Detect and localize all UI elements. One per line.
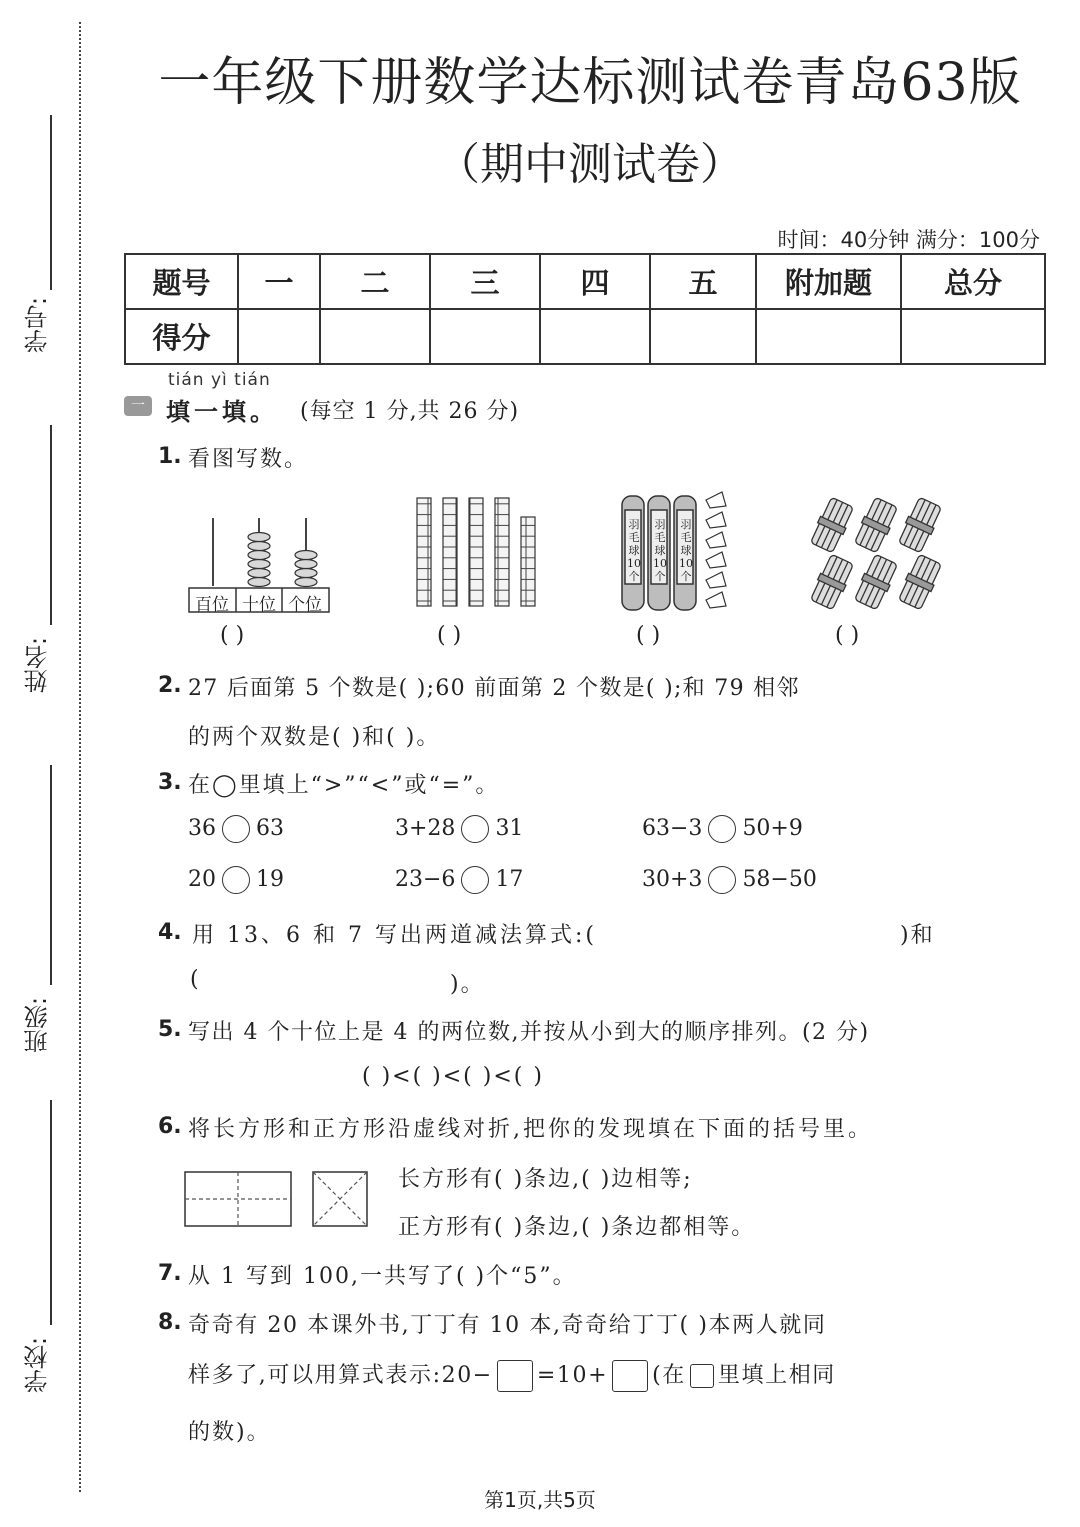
section-pinyin: tián yì tián — [168, 370, 271, 390]
abacus-label-ones: 个位 — [288, 595, 322, 615]
q8-number: 8. — [158, 1310, 182, 1335]
q4-line2-start: ( — [190, 967, 201, 992]
compare-circle[interactable] — [222, 815, 250, 843]
answer-box[interactable] — [612, 1360, 648, 1392]
student-id-label: 学号: — [24, 296, 52, 354]
score-cell[interactable] — [650, 309, 756, 364]
cube-columns-figure — [414, 493, 540, 613]
tube-label: 羽毛球10个 — [679, 518, 693, 583]
stick-bundles-figure — [808, 495, 944, 615]
score-table — [124, 253, 1046, 365]
compare-circle[interactable] — [222, 866, 250, 894]
q1-answer-blank-abacus[interactable]: ( ) — [220, 623, 245, 648]
q3-number: 3. — [158, 770, 182, 795]
q1-answer-blank-cubes[interactable]: ( ) — [437, 623, 462, 648]
compare-item: 63−3 50+9 — [642, 816, 803, 841]
q2-line2: 的两个双数是( )和( )。 — [188, 725, 441, 750]
q4-line2-end: )。 — [450, 972, 485, 997]
q2-number: 2. — [158, 673, 182, 698]
score-table-score-row — [125, 309, 1045, 364]
compare-item: 20 19 — [188, 867, 284, 892]
score-cell[interactable] — [540, 309, 650, 364]
score-header-cell: 三 — [430, 254, 540, 309]
q3-text: 在◯里填上“>”“<”或“=”。 — [188, 773, 500, 798]
fold-shapes-figure — [183, 1168, 373, 1232]
score-header-cell: 五 — [650, 254, 756, 309]
section-note: (每空 1 分,共 26 分) — [300, 399, 520, 424]
student-id-line — [50, 115, 52, 290]
compare-item: 30+3 58−50 — [642, 867, 817, 892]
score-cell[interactable] — [430, 309, 540, 364]
score-row-label: 得分 — [125, 309, 238, 364]
class-line — [50, 765, 52, 985]
school-label: 学校: — [24, 1336, 52, 1394]
compare-circle[interactable] — [708, 815, 736, 843]
q7-number: 7. — [158, 1261, 182, 1286]
q4-number: 4. — [158, 920, 182, 945]
q6-rectangle-line: 长方形有( )条边,( )边相等; — [398, 1167, 693, 1192]
compare-item: 3+28 31 — [395, 816, 524, 841]
section-badge: 一 — [124, 396, 152, 416]
answer-box[interactable] — [497, 1360, 533, 1392]
compare-circle[interactable] — [708, 866, 736, 894]
name-line — [50, 425, 52, 625]
q1-number: 1. — [158, 444, 182, 469]
page-title: 一年级下册数学达标测试卷青岛63版 — [158, 53, 1022, 113]
school-line — [50, 1100, 52, 1325]
q4-line1-end: )和 — [900, 923, 935, 948]
q1-text: 看图写数。 — [188, 447, 309, 472]
score-cell[interactable] — [238, 309, 320, 364]
section-title: 填一填。 — [166, 398, 278, 426]
abacus-label-hundreds: 百位 — [195, 595, 229, 615]
small-box-icon — [690, 1364, 714, 1388]
page-footer: 第1页,共5页 — [484, 1488, 596, 1512]
tube-label: 羽毛球10个 — [653, 518, 667, 583]
score-table-header-row — [125, 254, 1045, 309]
q8-line1: 奇奇有 20 本课外书,丁丁有 10 本,奇奇给丁丁( )本两人就同 — [188, 1313, 827, 1338]
compare-item: 23−6 17 — [395, 867, 524, 892]
score-header-cell: 四 — [540, 254, 650, 309]
q5-answer-line[interactable]: ( )<( )<( )<( ) — [362, 1064, 544, 1089]
q6-number: 6. — [158, 1114, 182, 1139]
q1-answer-blank-bundles[interactable]: ( ) — [835, 623, 860, 648]
tube-label: 羽毛球10个 — [627, 518, 641, 583]
compare-item: 36 63 — [188, 816, 284, 841]
q7-text: 从 1 写到 100,一共写了( )个“5”。 — [188, 1264, 577, 1289]
score-header-cell: 附加题 — [756, 254, 901, 309]
q5-text: 写出 4 个十位上是 4 的两位数,并按从小到大的顺序排列。(2 分) — [188, 1020, 870, 1045]
score-cell[interactable] — [756, 309, 901, 364]
q4-line1-start: 用 13、6 和 7 写出两道减法算式:( — [192, 923, 597, 948]
q8-line2: 样多了,可以用算式表示:20− =10+ (在 里填上相同 — [188, 1358, 836, 1392]
score-header-cell: 总分 — [901, 254, 1045, 309]
score-cell[interactable] — [320, 309, 430, 364]
score-header-cell: 题号 — [125, 254, 238, 309]
time-info: 时间：40分钟 满分：100分 — [777, 228, 1040, 252]
compare-circle[interactable] — [461, 866, 489, 894]
score-header-cell: 一 — [238, 254, 320, 309]
q6-square-line: 正方形有( )条边,( )条边都相等。 — [398, 1215, 756, 1240]
name-label: 姓名: — [24, 636, 52, 694]
page-subtitle: （期中测试卷） — [436, 139, 744, 190]
q8-line3: 的数)。 — [188, 1420, 271, 1445]
compare-circle[interactable] — [461, 815, 489, 843]
q6-text: 将长方形和正方形沿虚线对折,把你的发现填在下面的括号里。 — [188, 1117, 873, 1142]
q2-line1: 27 后面第 5 个数是( );60 前面第 2 个数是( );和 79 相邻 — [188, 676, 800, 701]
q1-answer-blank-tubes[interactable]: ( ) — [636, 623, 661, 648]
score-header-cell: 二 — [320, 254, 430, 309]
q5-number: 5. — [158, 1017, 182, 1042]
score-cell[interactable] — [901, 309, 1045, 364]
binding-dashed-line — [79, 22, 81, 1492]
class-label: 班级: — [24, 996, 52, 1054]
abacus-label-tens: 十位 — [242, 595, 276, 615]
